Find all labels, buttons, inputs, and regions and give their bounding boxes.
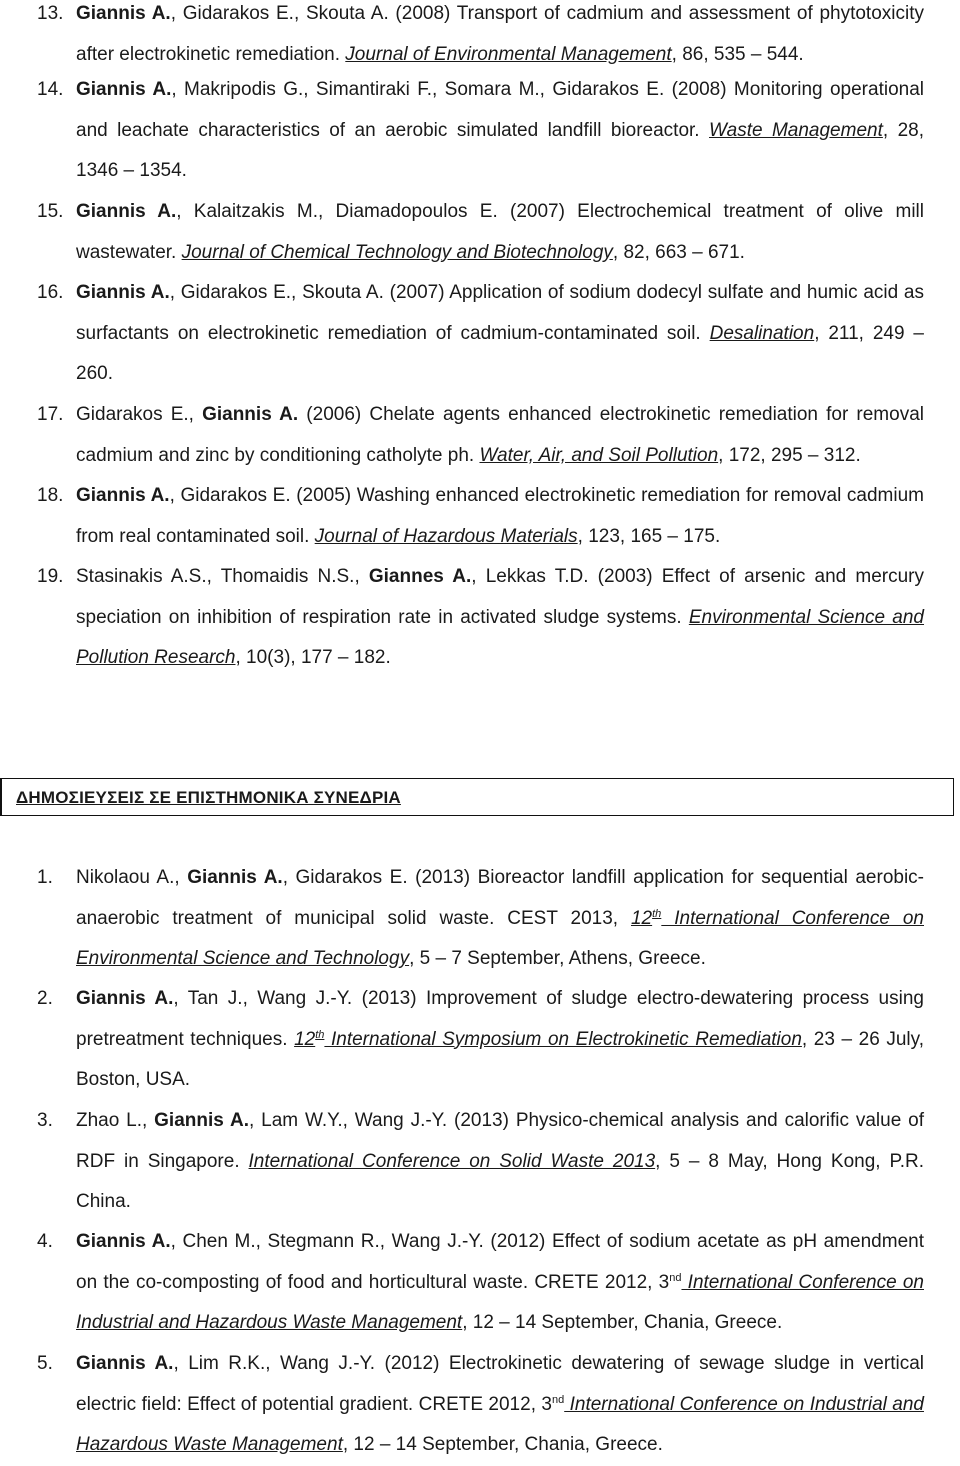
reference-fragment: , Lam W.Y., Wang J.-Y. (2013) Physico-chemical analysis and calorific value of RDF in Singapore.: [76, 1110, 924, 1172]
reference-fragment: , Gidarakos E., Skouta A. (2008) Transport of cadmium and assessment of phytotoxicity after electrokinetic remediation.: [76, 3, 924, 65]
reference-fragment: Zhao L.,: [76, 1110, 155, 1131]
conference-item: [0, 1101, 924, 1223]
author-highlight: Giannis A.: [154, 1110, 249, 1131]
reference-fragment: (2006) Chelate agents enhanced electrokinetic remediation for removal cadmium and zinc by conditioning catholyte ph.: [76, 404, 924, 466]
venue-title: International Conference on Environmental Science and Technology: [76, 907, 924, 969]
reference-fragment: nd: [551, 1393, 565, 1406]
venue-title: Desalination: [709, 322, 815, 344]
reference-fragment: , Makripodis G., Simantiraki F., Somara M., Gidarakos E. (2008) Monitoring operational and leachate characteristics of an aerobic simulated landfill bioreactor.: [76, 79, 924, 141]
venue-title: Journal of Chemical Technology and Biotechnology: [181, 241, 613, 263]
venue-title: th: [315, 1028, 325, 1041]
venue-title: Environmental Science and Pollution Research: [76, 606, 925, 668]
reference-number: 14.: [37, 79, 64, 100]
reference-number: 18.: [37, 485, 64, 506]
reference-fragment: , 82, 663 – 671.: [612, 241, 745, 263]
reference-fragment: , 86, 535 – 544.: [671, 43, 804, 65]
reference-fragment: , 5 – 7 September, Athens, Greece.: [409, 948, 706, 969]
reference-number: 16.: [37, 282, 64, 303]
reference-item: [0, 0, 924, 75]
conference-number: 3.: [37, 1110, 53, 1131]
reference-fragment: , Gidarakos E. (2005) Washing enhanced electrokinetic remediation for removal cadmium from real contaminated soil.: [76, 485, 924, 547]
reference-text: [76, 70, 924, 192]
reference-fragment: , 23 – 26 July, Boston, USA.: [76, 1028, 924, 1090]
reference-fragment: , 12 – 14 September, Chania, Greece.: [342, 1434, 663, 1455]
conference-number: 4.: [37, 1231, 53, 1252]
author-highlight: Giannis A.: [76, 988, 174, 1009]
reference-text: [76, 395, 924, 476]
reference-item: [0, 395, 924, 476]
reference-fragment: , Chen M., Stegmann R., Wang J.-Y. (2012) Effect of sodium acetate as pH amendment on the co-composting of food and horticultural waste. CRETE 2012, 3: [76, 1231, 924, 1293]
author-highlight: Giannis A.: [202, 404, 299, 425]
section-heading: ΔΗΜΟΣΙΕΥΣΕΙΣ ΣΕ ΕΠΙΣΤΗΜΟΝΙΚΑ ΣΥΝΕΔΡΙΑ: [16, 788, 401, 807]
author-highlight: Giannis A.: [76, 3, 171, 24]
conference-item: [0, 858, 924, 980]
venue-title: International Conference on Industrial and Hazardous Waste Management: [76, 1393, 924, 1455]
reference-number: 19.: [37, 566, 64, 587]
reference-fragment: , 123, 165 – 175.: [577, 525, 721, 547]
venue-title: Journal of Environmental Management: [345, 43, 672, 65]
author-highlight: Giannis A.: [187, 867, 283, 888]
reference-fragment: , 172, 295 – 312.: [718, 444, 861, 466]
author-highlight: Giannes A.: [368, 566, 472, 587]
author-highlight: Giannis A.: [76, 1231, 171, 1252]
conference-number: 2.: [37, 988, 53, 1009]
conference-text: [76, 1222, 924, 1344]
reference-fragment: nd: [669, 1271, 682, 1284]
reference-fragment: , Kalaitzakis M., Diamadopoulos E. (2007) Electrochemical treatment of olive mill wastewater.: [76, 201, 924, 263]
author-highlight: Giannis A.: [76, 1353, 174, 1374]
venue-title: Water, Air, and Soil Pollution: [479, 444, 719, 466]
conference-number: 1.: [37, 867, 53, 888]
venue-title: 12: [294, 1028, 316, 1050]
reference-number: 13.: [37, 3, 64, 24]
reference-text: [76, 557, 924, 679]
conference-text: [76, 979, 924, 1101]
reference-fragment: , 28, 1346 – 1354.: [76, 119, 924, 181]
venue-title: International Conference on Solid Waste 2013: [248, 1150, 656, 1172]
reference-text: [76, 273, 924, 395]
reference-fragment: Gidarakos E.,: [76, 404, 203, 425]
venue-title: 12: [630, 907, 653, 929]
reference-fragment: , Gidarakos E., Skouta A. (2007) Application of sodium dodecyl sulfate and humic acid as surfactants on electrokinetic remediation of cadmium-contaminated soil.: [76, 282, 924, 344]
venue-title: Journal of Hazardous Materials: [314, 525, 578, 547]
reference-fragment: , Lim R.K., Wang J.-Y. (2012) Electrokinetic dewatering of sewage sludge in vertical electric field: Effect of potential gradient. CRETE 2012, 3: [76, 1353, 924, 1415]
venue-title: International Conference on Industrial and Hazardous Waste Management: [76, 1271, 924, 1333]
conference-item: [0, 1222, 924, 1344]
reference-fragment: , 5 – 8 May, Hong Kong, P.R. China.: [76, 1150, 924, 1212]
conference-item: [0, 1344, 924, 1466]
reference-fragment: , Lekkas T.D. (2003) Effect of arsenic and mercury speciation on inhibition of respiration rate in activated sludge systems.: [76, 566, 924, 628]
reference-text: [76, 192, 924, 273]
reference-fragment: Stasinakis A.S., Thomaidis N.S.,: [76, 566, 369, 587]
author-highlight: Giannis A.: [76, 485, 170, 506]
reference-fragment: , 211, 249 – 260.: [76, 322, 924, 384]
reference-fragment: , 10(3), 177 – 182.: [235, 647, 391, 668]
reference-text: [76, 0, 924, 75]
reference-item: [0, 273, 924, 395]
venue-title: Waste Management: [709, 119, 883, 141]
conference-text: [76, 1344, 924, 1466]
reference-fragment: , Gidarakos E. (2013) Bioreactor landfill application for sequential aerobic-anaerobic treatment of municipal solid waste. CEST 2013,: [76, 867, 924, 929]
reference-item: [0, 70, 924, 192]
reference-number: 17.: [37, 404, 64, 425]
author-highlight: Giannis A.: [76, 79, 172, 100]
conference-number: 5.: [37, 1353, 53, 1374]
conference-text: [76, 858, 924, 980]
venue-title: International Symposium on Electrokinetic Remediation: [324, 1028, 802, 1050]
conference-text: [76, 1101, 924, 1223]
conference-item: [0, 979, 924, 1101]
reference-fragment: , 12 – 14 September, Chania, Greece.: [462, 1312, 783, 1333]
author-highlight: Giannis A.: [76, 282, 170, 303]
reference-text: [76, 476, 924, 557]
reference-fragment: Nikolaou A.,: [76, 867, 188, 888]
venue-title: th: [652, 907, 662, 920]
reference-number: 15.: [37, 201, 64, 222]
author-highlight: Giannis A.: [76, 201, 177, 222]
reference-fragment: , Tan J., Wang J.-Y. (2013) Improvement of sludge electro-dewatering process using pretreatment techniques.: [76, 988, 924, 1050]
reference-item: [0, 192, 924, 273]
reference-item: [0, 557, 924, 679]
reference-item: [0, 476, 924, 557]
section-heading-box: [0, 778, 954, 816]
